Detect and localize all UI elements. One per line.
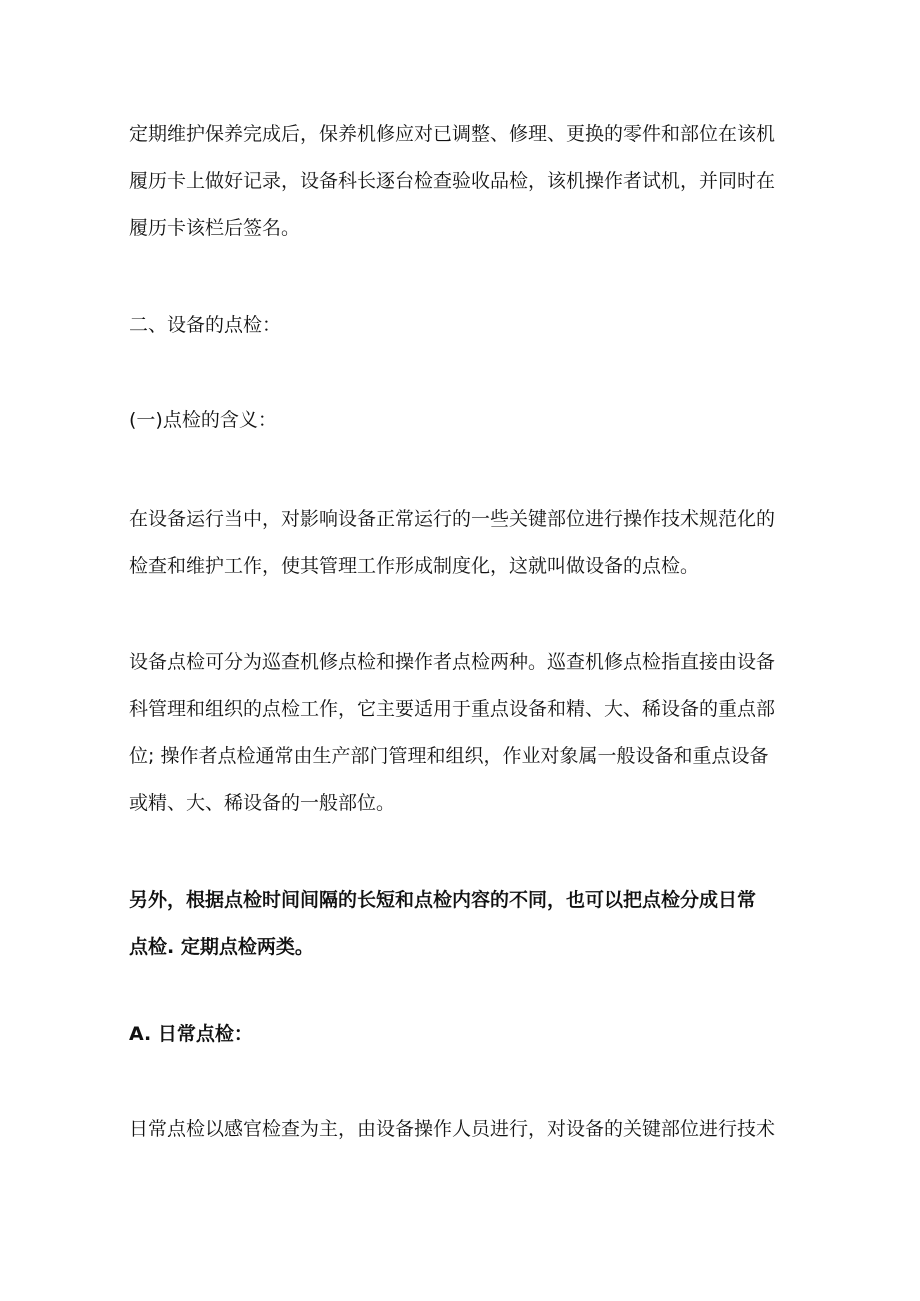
text-line: A. 日常点检： — [129, 1023, 253, 1045]
paragraph-inspection-types — [129, 639, 809, 827]
text-line: 设备点检可分为巡查机修点检和操作者点检两种。巡查机修点检指直接由设备 — [129, 651, 776, 673]
text-line: 在设备运行当中，对影响设备正常运行的一些关键部位进行操作技术规范化的 — [129, 508, 776, 530]
text-line: 检查和维护工作，使其管理工作形成制度化，这就叫做设备的点检。 — [129, 555, 700, 577]
text-line: 履历卡该栏后签名。 — [129, 217, 301, 239]
section-heading-equipment-inspection — [129, 302, 809, 349]
heading-daily-inspection — [129, 1011, 809, 1058]
paragraph-maintenance-record — [129, 111, 809, 252]
text-line: 点检. 定期点检两类。 — [129, 936, 314, 958]
text-line: 或精、大、稀设备的一般部位。 — [129, 792, 396, 814]
text-line: 定期维护保养完成后，保养机修应对已调整、修理、更换的零件和部位在该机 — [129, 123, 776, 145]
text-line: 另外，根据点检时间间隔的长短和点检内容的不同，也可以把点检分成日常 — [129, 889, 757, 911]
subsection-heading-inspection-meaning — [129, 397, 809, 444]
paragraph-daily-inspection — [129, 1106, 809, 1153]
text-line: 履历卡上做好记录，设备科长逐台检查验收品检，该机操作者试机，并同时在 — [129, 170, 776, 192]
text-line: 位; 操作者点检通常由生产部门管理和组织，作业对象属一般设备和重点设备 — [129, 745, 769, 767]
paragraph-inspection-definition — [129, 496, 809, 590]
text-line: 日常点检以感官检查为主，由设备操作人员进行，对设备的关键部位进行技术 — [129, 1118, 776, 1140]
text-line: 二、设备的点检： — [129, 314, 282, 336]
paragraph-inspection-classification — [129, 877, 809, 971]
text-line: 科管理和组织的点检工作，它主要适用于重点设备和精、大、稀设备的重点部 — [129, 698, 776, 720]
text-line: (一)点检的含义： — [129, 409, 277, 431]
